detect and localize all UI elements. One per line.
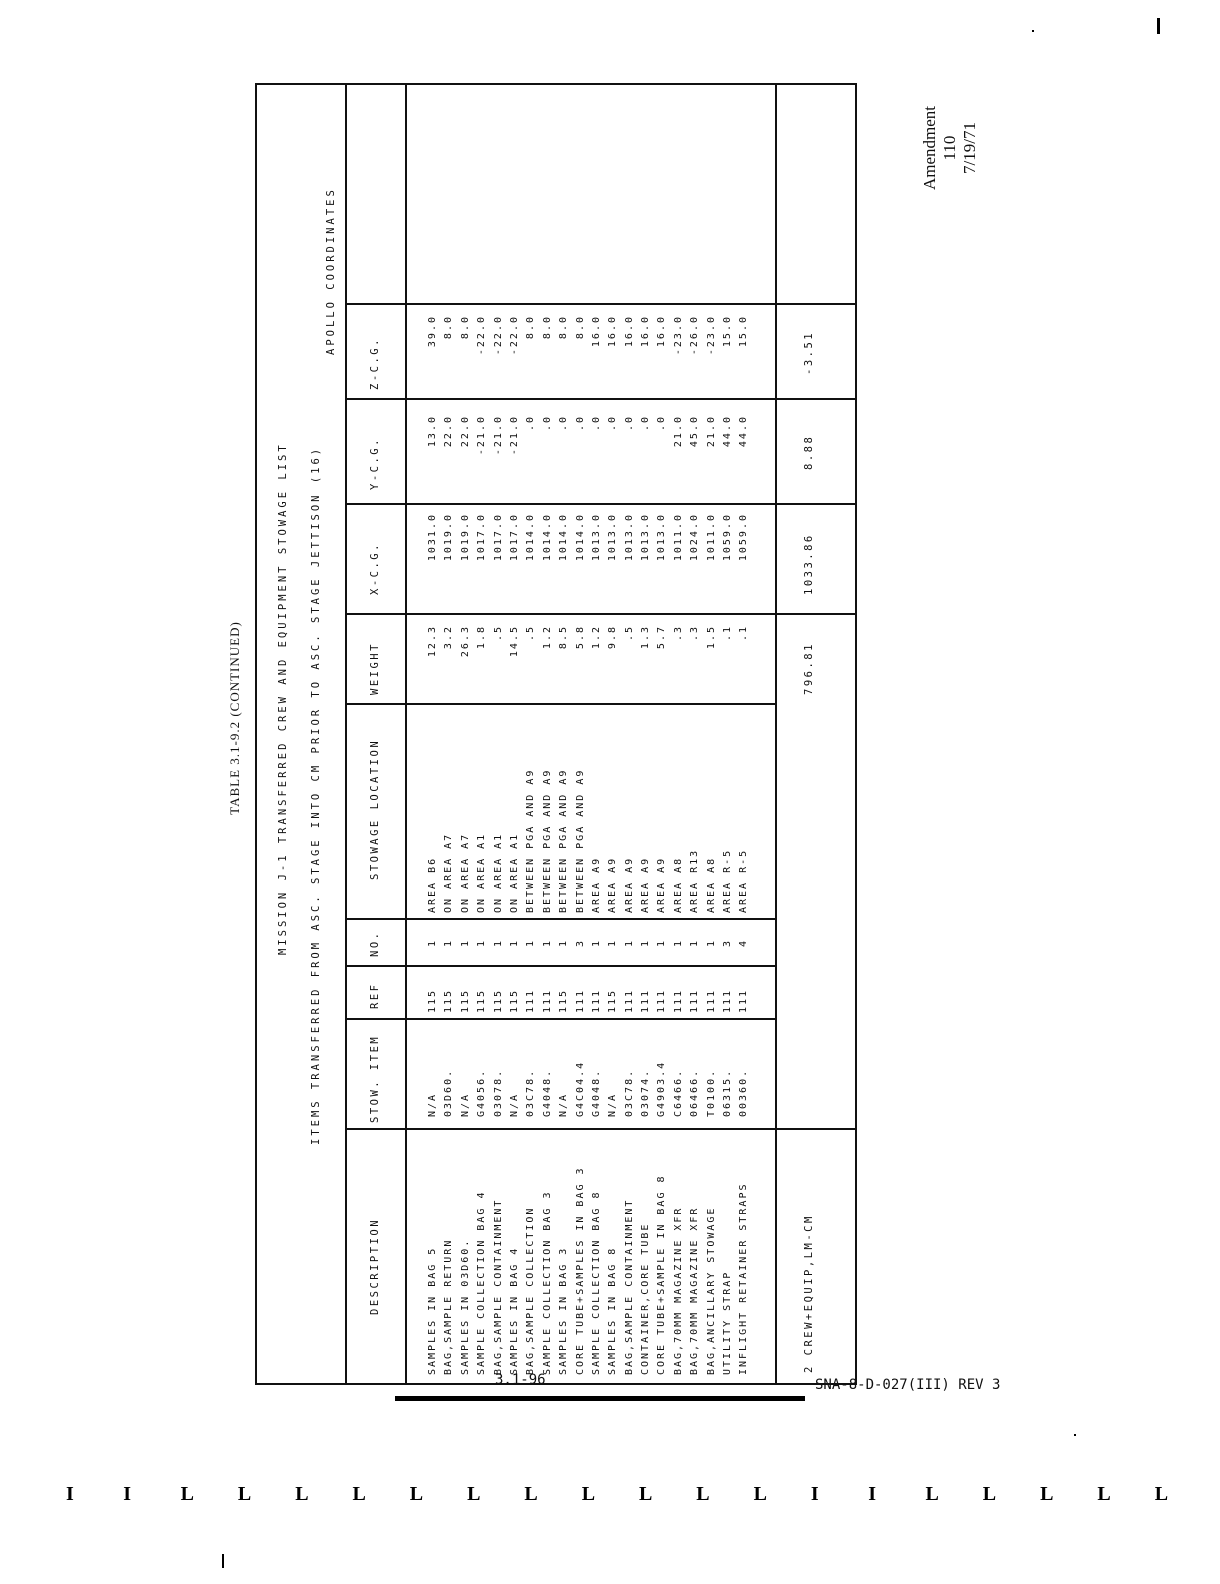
cell-ycg: .0 [656,415,668,432]
header-no: NO. [369,930,381,957]
page-number: 3.1-96 [495,1372,546,1388]
cell-stow-item: N/A [508,1092,520,1117]
coordinates-label: APOLLO COORDINATES [325,187,337,355]
cell-no: 1 [656,938,668,948]
cell-no: 1 [476,938,488,948]
cell-ref: 115 [443,988,455,1013]
cell-ycg: .0 [574,415,586,432]
cell-zcg: 8.0 [558,315,570,340]
cell-weight: 9.8 [607,625,619,650]
column-ycg [425,415,753,495]
cell-description: BAG,SAMPLE RETURN [443,1238,455,1375]
cell-no: 1 [607,938,619,948]
cell-description: SAMPLE COLLECTION BAG 4 [476,1190,488,1375]
binding-mark: L [352,1483,366,1505]
cell-location: BETWEEN PGA AND A9 [574,768,586,913]
binding-mark: L [639,1483,653,1505]
divider-zcg [345,303,855,305]
cell-location: ON AREA A7 [459,832,471,913]
binding-mark: L [237,1483,252,1505]
cell-description: BAG,70MM MAGAZINE XFR [689,1206,701,1375]
cell-xcg: 1013.0 [590,513,602,562]
cell-ref: 115 [508,988,520,1013]
cell-weight: 12.3 [427,625,438,658]
cell-xcg: 1013.0 [607,513,619,562]
binding-mark: I [123,1483,132,1505]
binding-mark: I [868,1483,876,1505]
cell-zcg: 16.0 [640,315,652,348]
cell-location: ON AREA A1 [508,832,520,913]
header-weight: WEIGHT [369,642,381,695]
cell-ref: 115 [427,988,438,1013]
cell-weight: 3.2 [443,625,455,650]
cell-description: SAMPLE COLLECTION BAG 8 [590,1190,602,1375]
header-bottom-rule [405,85,407,1385]
cell-stow-item: G4056. [476,1068,488,1117]
binding-mark: L [180,1483,194,1505]
totals-weight: 796.81 [803,642,815,695]
cell-stow-item: T0100. [705,1068,717,1117]
cell-stow-item: G4C04.4 [574,1060,586,1117]
cell-ycg: 44.0 [722,415,734,448]
cell-ycg: .0 [590,415,602,432]
cell-ycg: -21.0 [508,415,520,456]
cell-no: 1 [443,938,455,948]
binding-mark: L [1097,1483,1111,1505]
cell-zcg: -22.0 [508,315,520,356]
divider-location [345,703,775,705]
cell-weight: 5.8 [574,625,586,650]
cell-xcg: 1013.0 [623,513,635,562]
cell-description: SAMPLES IN BAG 5 [427,1246,438,1375]
divider-no [345,918,775,920]
cell-ref: 115 [558,988,570,1013]
cell-zcg: 16.0 [590,315,602,348]
header-top-rule [345,85,347,1385]
cell-ref: 111 [525,988,537,1013]
cell-location: AREA A9 [590,856,602,913]
cell-zcg: -23.0 [672,315,684,356]
cell-ycg: 21.0 [705,415,717,448]
cell-no: 1 [590,938,602,948]
column-stow-item [425,1022,753,1117]
footer-rule [395,1396,805,1401]
cell-weight: .5 [492,625,504,642]
cell-zcg: -22.0 [492,315,504,356]
amendment-note [920,98,980,198]
cell-ref: 111 [541,988,553,1013]
cell-location: BETWEEN PGA AND A9 [525,768,537,913]
cell-ref: 111 [722,988,734,1013]
cell-location: AREA R-5 [738,848,750,913]
cell-ref: 111 [656,988,668,1013]
column-description [425,1130,753,1375]
cell-zcg: 16.0 [656,315,668,348]
cell-stow-item: G4048. [590,1068,602,1117]
cell-location: BETWEEN PGA AND A9 [558,768,570,913]
cell-weight: 1.2 [541,625,553,650]
cell-location: BETWEEN PGA AND A9 [541,768,553,913]
cell-description: SAMPLES IN BAG 4 [508,1246,520,1375]
cell-location: AREA A9 [607,856,619,913]
cell-xcg: 1014.0 [541,513,553,562]
cell-location: AREA A9 [623,856,635,913]
cell-ycg: -21.0 [492,415,504,456]
cell-description: SAMPLES IN BAG 8 [607,1246,619,1375]
cell-ycg: .0 [558,415,570,432]
header-description: DESCRIPTION [369,1217,381,1315]
divider-weight [345,613,855,615]
cell-stow-item: G4048. [541,1068,553,1117]
cell-ycg: .0 [623,415,635,432]
cell-weight: 8.5 [558,625,570,650]
cell-description: CONTAINER,CORE TUBE [640,1222,652,1375]
cell-weight: .5 [623,625,635,642]
cell-zcg: 15.0 [722,315,734,348]
cell-stow-item: 03C78. [623,1068,635,1117]
column-ref [425,969,753,1013]
cell-xcg: 1059.0 [722,513,734,562]
totals-ycg: 8.88 [803,434,815,470]
header-zcg: Z-C.G. [369,337,381,390]
column-no [425,921,753,965]
cell-stow-item: N/A [607,1092,619,1117]
cell-xcg: 1013.0 [656,513,668,562]
cell-zcg: -23.0 [705,315,717,356]
binding-mark: L [925,1483,939,1505]
header-stow-item: STOW. ITEM [369,1034,381,1123]
cell-no: 1 [508,938,520,948]
cell-xcg: 1017.0 [508,513,520,562]
scan-speck [1074,1434,1076,1436]
cell-weight: 1.3 [640,625,652,650]
scan-speck [1032,30,1034,32]
cell-xcg: 1013.0 [640,513,652,562]
cell-no: 1 [492,938,504,948]
cell-xcg: 1019.0 [443,513,455,562]
cell-no: 3 [722,938,734,948]
totals-rule [775,85,777,1385]
cell-weight: 1.5 [705,625,717,650]
cell-zcg: 15.0 [738,315,750,348]
cell-xcg: 1019.0 [459,513,471,562]
cell-xcg: 1031.0 [427,513,438,562]
cell-weight: .1 [738,625,750,642]
cell-location: AREA R-5 [722,848,734,913]
cell-zcg: 8.0 [574,315,586,340]
amendment-date: 7/19/71 [960,122,979,174]
binding-mark: L [1154,1483,1169,1505]
cell-ycg: 44.0 [738,415,750,448]
cell-ref: 111 [623,988,635,1013]
cell-weight: 14.5 [508,625,520,658]
cell-stow-item: G4903.4 [656,1060,668,1117]
cell-ycg: 45.0 [689,415,701,448]
cell-no: 1 [427,938,438,948]
cell-location: AREA B6 [427,856,438,913]
cell-ref: 111 [705,988,717,1013]
cell-ycg: 22.0 [443,415,455,448]
cell-description: BAG,70MM MAGAZINE XFR [672,1206,684,1375]
cell-xcg: 1017.0 [476,513,488,562]
cell-ycg: 21.0 [672,415,684,448]
binding-mark: L [696,1483,710,1505]
header-location: STOWAGE LOCATION [369,738,381,880]
column-location [425,708,753,913]
cell-stow-item: 06466. [689,1068,701,1117]
cell-description: SAMPLES IN 03D60. [459,1238,471,1375]
cell-zcg: 8.0 [443,315,455,340]
header-xcg: X-C.G. [369,542,381,595]
table-title: MISSION J-1 TRANSFERRED CREW AND EQUIPMENT STOWAGE LIST [277,442,289,955]
cell-ycg: 13.0 [427,415,438,448]
cell-no: 1 [705,938,717,948]
cell-location: AREA A8 [705,856,717,913]
cell-ycg: .0 [541,415,553,432]
cell-weight: 1.2 [590,625,602,650]
cell-ref: 111 [640,988,652,1013]
cell-description: UTILITY STRAP [722,1270,734,1375]
divider-stow [345,1018,775,1020]
cell-zcg: 8.0 [541,315,553,340]
cell-ref: 115 [607,988,619,1013]
cell-weight: 26.3 [459,625,471,658]
cell-no: 1 [623,938,635,948]
cell-no: 1 [640,938,652,948]
totals-xcg: 1033.86 [803,533,815,595]
header-ycg: Y-C.G. [369,437,381,490]
binding-mark: L [982,1483,997,1505]
document-id: SNA-8-D-027(III) REV 3 [815,1377,1001,1393]
binding-mark: L [409,1483,424,1505]
binding-mark: L [753,1483,767,1505]
table-caption-text: TABLE 3.1-9.2 (CONTINUED) [227,621,242,815]
cell-ref: 111 [689,988,701,1013]
divider-ref [345,965,775,967]
column-weight [425,625,753,695]
binding-mark: L [581,1483,596,1505]
cell-ycg: .0 [525,415,537,432]
cell-xcg: 1024.0 [689,513,701,562]
cell-no: 1 [672,938,684,948]
cell-weight: .5 [525,625,537,642]
cell-stow-item: 06315. [722,1068,734,1117]
cell-xcg: 1014.0 [558,513,570,562]
cell-ref: 111 [574,988,586,1013]
cell-description: CORE TUBE+SAMPLES IN BAG 3 [574,1166,586,1375]
cell-xcg: 1014.0 [525,513,537,562]
binding-mark: L [524,1483,538,1505]
cell-zcg: -26.0 [689,315,701,356]
cell-xcg: 1011.0 [672,513,684,562]
cell-ycg: .0 [640,415,652,432]
column-xcg [425,513,753,605]
cell-weight: .3 [689,625,701,642]
cell-description: CORE TUBE+SAMPLE IN BAG 8 [656,1174,668,1375]
column-zcg [425,315,753,390]
cell-ref: 111 [738,988,750,1013]
cell-stow-item: 03D60. [443,1068,455,1117]
cell-description: BAG,SAMPLE COLLECTION [525,1206,537,1375]
cell-weight: 1.8 [476,625,488,650]
cell-stow-item: 03C78. [525,1068,537,1117]
cell-location: ON AREA A7 [443,832,455,913]
binding-mark: I [66,1483,74,1505]
cell-no: 1 [558,938,570,948]
table-subtitle: ITEMS TRANSFERRED FROM ASC. STAGE INTO CM PRIOR TO ASC. STAGE JETTISON (16) [310,445,322,1145]
cell-stow-item: N/A [558,1092,570,1117]
header-ref: REF [369,982,381,1009]
cell-stow-item: N/A [427,1092,438,1117]
divider-ycg [345,398,855,400]
cell-no: 4 [738,938,750,948]
cell-stow-item: 03078. [492,1068,504,1117]
cell-location: AREA R13 [689,848,701,913]
cell-zcg: 8.0 [525,315,537,340]
cell-ref: 111 [590,988,602,1013]
cell-description: SAMPLES IN BAG 3 [558,1246,570,1375]
cell-description: BAG,SAMPLE CONTAINMENT [492,1198,504,1375]
cell-description: SAMPLE COLLECTION BAG 3 [541,1190,553,1375]
cell-no: 1 [541,938,553,948]
cell-description: INFLIGHT RETAINER STRAPS [738,1182,750,1375]
cell-ref: 115 [459,988,471,1013]
cell-no: 1 [459,938,471,948]
cell-location: AREA A9 [640,856,652,913]
cell-ref: 115 [476,988,488,1013]
cell-xcg: 1014.0 [574,513,586,562]
cell-zcg: 16.0 [607,315,619,348]
binding-mark: L [295,1483,309,1505]
binding-mark: I [810,1483,819,1505]
scan-speck [222,1554,224,1568]
cell-xcg: 1059.0 [738,513,750,562]
cell-location: AREA A9 [656,856,668,913]
totals-zcg: -3.51 [803,330,815,375]
cell-xcg: 1017.0 [492,513,504,562]
cell-stow-item: N/A [459,1092,471,1117]
cell-zcg: 8.0 [459,315,471,340]
stowage-table [255,85,855,1385]
scan-speck [1157,18,1160,34]
cell-zcg: -22.0 [476,315,488,356]
cell-stow-item: 00360. [738,1068,750,1117]
cell-xcg: 1011.0 [705,513,717,562]
cell-location: AREA A8 [672,856,684,913]
divider-xcg [345,503,855,505]
binding-mark: L [467,1483,481,1505]
totals-label: 2 CREW+EQUIP,LM-CM [803,1214,815,1373]
cell-ycg: .0 [607,415,619,432]
binding-mark: L [1040,1483,1054,1505]
amendment-number: Amendment 110 [920,105,959,191]
cell-no: 1 [689,938,701,948]
cell-ycg: -21.0 [476,415,488,456]
cell-weight: 5.7 [656,625,668,650]
cell-zcg: 39.0 [427,315,438,348]
cell-ref: 115 [492,988,504,1013]
cell-location: ON AREA A1 [492,832,504,913]
cell-zcg: 16.0 [623,315,635,348]
cell-description: BAG,ANCILLARY STOWAGE [705,1206,717,1375]
cell-no: 3 [574,938,586,948]
cell-ycg: 22.0 [459,415,471,448]
cell-description: BAG,SAMPLE CONTAINMENT [623,1198,635,1375]
cell-weight: .1 [722,625,734,642]
cell-no: 1 [525,938,537,948]
cell-ref: 111 [672,988,684,1013]
cell-location: ON AREA A1 [476,832,488,913]
cell-stow-item: 03074. [640,1068,652,1117]
cell-stow-item: C6466. [672,1068,684,1117]
cell-weight: .3 [672,625,684,642]
